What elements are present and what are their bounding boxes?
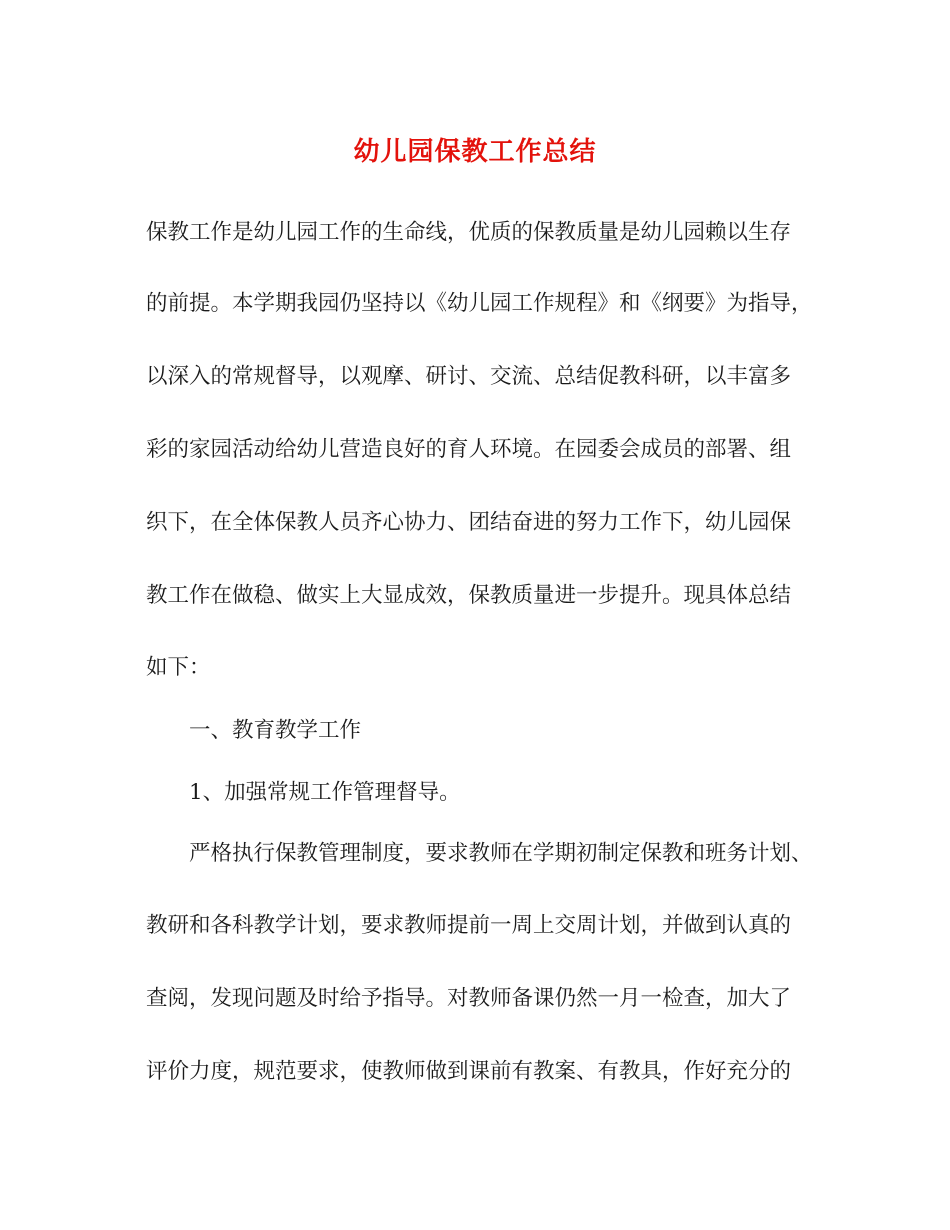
section-heading: 一、教育教学工作	[189, 718, 362, 743]
body-line-2: 的前提。本学期我园仍坚持以《幼儿园工作规程》和《纲要》为指导，	[146, 291, 813, 316]
body-line-8: 严格执行保教管理制度，要求教师在学期初制定保教和班务计划、	[189, 841, 813, 866]
body-line-5: 织下，在全体保教人员齐心协力、团结奋进的努力工作下，幼儿园保	[146, 510, 792, 535]
body-line-10: 查阅，发现问题及时给予指导。对教师备课仍然一月一检查，加大了	[146, 986, 792, 1011]
body-line-4: 彩的家园活动给幼儿营造良好的育人环境。在园委会成员的部署、组	[146, 437, 792, 462]
document-title: 幼儿园保教工作总结	[353, 137, 597, 167]
body-line-6: 教工作在做稳、做实上大显成效，保教质量进一步提升。现具体总结	[146, 583, 792, 608]
body-line-3: 以深入的常规督导，以观摩、研讨、交流、总结促教科研，以丰富多	[146, 364, 792, 389]
body-line-11: 评价力度，规范要求，使教师做到课前有教案、有教具，作好充分的	[146, 1059, 792, 1084]
body-line-7: 如下：	[146, 655, 211, 680]
subsection-heading: 1、加强常规工作管理督导。	[189, 780, 461, 805]
body-line-9: 教研和各科教学计划，要求教师提前一周上交周计划，并做到认真的	[146, 913, 792, 938]
body-line-1: 保教工作是幼儿园工作的生命线，优质的保教质量是幼儿园赖以生存	[146, 220, 792, 245]
